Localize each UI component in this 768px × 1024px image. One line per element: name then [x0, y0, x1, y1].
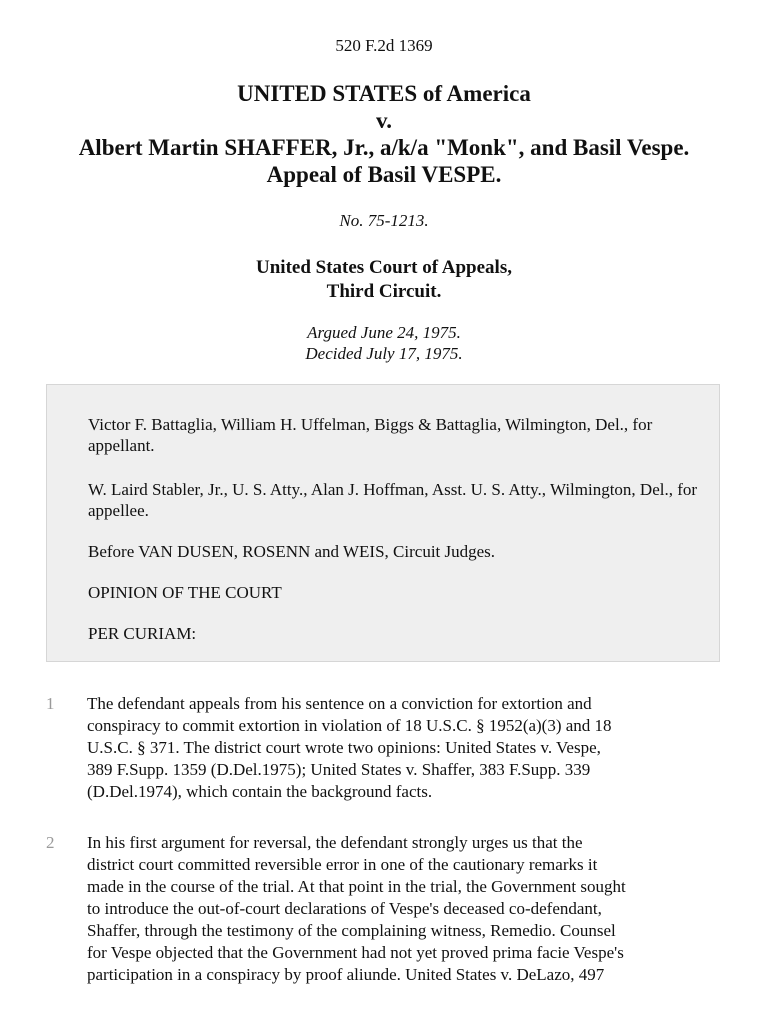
paragraph-line: Shaffer, through the testimony of the complaining witness, Remedio. Counsel	[87, 921, 616, 940]
court-name	[0, 256, 768, 304]
case-title-line: Albert Martin SHAFFER, Jr., a/k/a "Monk", and Basil Vespe.	[78, 135, 690, 160]
case-title-line: UNITED STATES of America	[237, 81, 531, 106]
reporter-citation: 520 F.2d 1369	[335, 36, 433, 55]
paragraph-line: 389 F.Supp. 1359 (D.Del.1975); United States v. Shaffer, 383 F.Supp. 339	[87, 760, 591, 779]
argued-date: Argued June 24, 1975.	[307, 323, 461, 342]
paragraph-number: 1	[46, 694, 55, 713]
judges-line: Before VAN DUSEN, ROSENN and WEIS, Circuit Judges.	[88, 542, 496, 561]
appellant-counsel: Victor F. Battaglia, William H. Uffelman, Biggs & Battaglia, Wilmington, Del., for appellant.	[88, 415, 653, 455]
appellee-counsel: W. Laird Stabler, Jr., U. S. Atty., Alan J. Hoffman, Asst. U. S. Atty., Wilmington, Del., for appellee.	[88, 480, 698, 520]
paragraph-text	[87, 832, 727, 986]
paragraph-line: participation in a conspiracy by proof aliunde. United States v. DeLazo, 497	[87, 965, 605, 984]
case-dates	[0, 322, 768, 364]
counsel-box	[46, 384, 720, 662]
case-title	[20, 80, 748, 188]
paragraph-line: to introduce the out-of-court declarations of Vespe's deceased co-defendant,	[87, 899, 602, 918]
docket-number: No. 75-1213.	[339, 211, 429, 230]
case-title-line: Appeal of Basil VESPE.	[266, 162, 502, 187]
paragraph-text	[87, 693, 727, 803]
paragraph-line: (D.Del.1974), which contain the background facts.	[87, 782, 433, 801]
court-name-line: Third Circuit.	[326, 281, 442, 302]
paragraph-line: In his first argument for reversal, the defendant strongly urges us that the	[87, 833, 583, 852]
paragraph-number: 2	[46, 833, 55, 852]
paragraph-line: conspiracy to commit extortion in violation of 18 U.S.C. § 1952(a)(3) and 18	[87, 716, 612, 735]
paragraph-line: U.S.C. § 371. The district court wrote two opinions: United States v. Vespe,	[87, 738, 601, 757]
case-title-line: v.	[376, 108, 392, 133]
opinion-heading: OPINION OF THE COURT	[88, 583, 282, 602]
court-name-line: United States Court of Appeals,	[256, 257, 512, 278]
paragraph-line: district court committed reversible error in one of the cautionary remarks it	[87, 855, 598, 874]
paragraph-line: for Vespe objected that the Government had not yet proved prima facie Vespe's	[87, 943, 624, 962]
per-curiam: PER CURIAM:	[88, 624, 197, 643]
paragraph-line: The defendant appeals from his sentence on a conviction for extortion and	[87, 694, 592, 713]
paragraph-line: made in the course of the trial. At that point in the trial, the Government sought	[87, 877, 626, 896]
decided-date: Decided July 17, 1975.	[305, 344, 463, 363]
